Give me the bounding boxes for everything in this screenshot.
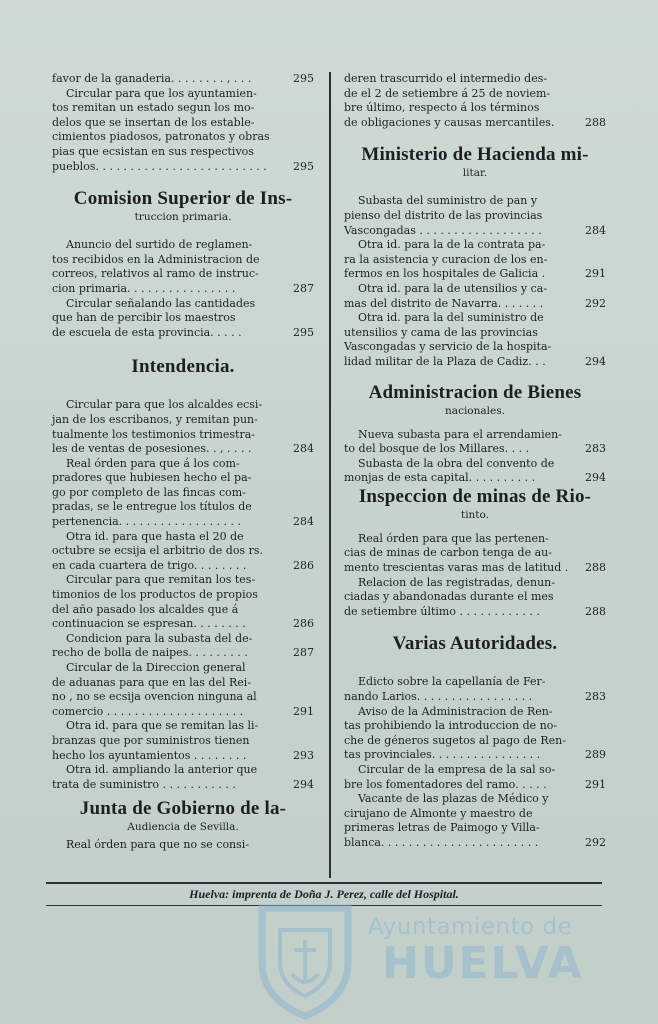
index-entry <box>344 72 606 130</box>
entry-text: favor de la ganaderia. . . . . . . . , . . . <box>52 72 252 85</box>
entry-text: Real órden para que no se consi- <box>66 838 250 852</box>
entry-text: Otra id. ampliando la anterior que trata de suministro . . . . . . . . . . . <box>52 763 258 791</box>
index-entry <box>52 719 314 763</box>
entry-page-number: 286 <box>293 617 314 631</box>
entry-page-number: 287 <box>293 281 314 295</box>
entry-text: Circular de la Direccion general de aduanas para que en las del Rei- no , no se ecsija ovencion ninguna al comercio . . . . . . . . . . . . . . . . . . . . <box>52 661 257 718</box>
index-entry <box>52 530 314 574</box>
entry-text: Circular de la empresa de la sal so- bre los fomentadores del ramo. . . . . <box>344 763 556 791</box>
left-column <box>52 72 314 853</box>
index-entry <box>344 428 606 457</box>
index-entry <box>52 838 314 853</box>
index-entry <box>344 705 606 763</box>
entry-text: Condicion para la subasta del de- recho de bolla de naipes. . . . . . . . . <box>52 631 253 660</box>
index-entry <box>52 632 314 661</box>
entry-page-number: 289 <box>585 748 606 762</box>
footer-rule <box>46 882 602 884</box>
entry-text: Relacion de las registradas, denun- ciadas y abandonadas durante el mes de setiembre último . . . . . . . . . . . . <box>344 575 555 618</box>
index-entry <box>344 311 606 369</box>
entry-page-number: 284 <box>585 223 606 237</box>
entry-page-number: 291 <box>585 777 606 791</box>
watermark-line1: Ayuntamiento de <box>368 914 573 940</box>
entry-text: Aviso de la Administracion de Ren- tas prohibiendo la introduccion de no- che de géneros sugetos al pago de Ren- tas provinciales. . . . . . . . . . . . . . . . <box>344 704 566 762</box>
entry-page-number: 288 <box>585 115 606 129</box>
entry-page-number: 283 <box>585 690 606 704</box>
entry-text: Anuncio del surtido de reglamen- tos recibidos en la Administracion de correos, relativos al ramo de instruc- cion primaria. . . . . . . . . . . . . . . . <box>52 238 260 295</box>
index-entry <box>344 792 606 850</box>
entry-page-number: 284 <box>293 515 314 529</box>
index-entry <box>52 297 314 341</box>
section-title-hacienda: Ministerio de Hacienda mi- <box>361 144 589 166</box>
entry-text: Nueva subasta para el arrendamien- to del bosque de los Millares. . . . <box>344 427 562 456</box>
entry-page-number: 286 <box>293 558 314 572</box>
section-subtitle: tinto. <box>460 508 490 521</box>
entry-page-number: 288 <box>585 604 606 618</box>
entry-text: Otra id. para que se remitan las li- branzas que por suministros tienen hecho los ayuntamientos . . . . . . . . <box>52 719 259 762</box>
index-entry <box>344 282 606 311</box>
section-subtitle: Audiencia de Sevilla. <box>127 821 239 834</box>
index-entry <box>52 661 314 719</box>
index-entry <box>344 238 606 282</box>
entry-text: Circular señalando las cantidades que han de percibir los maestros de escuela de esta provincia. . . . . <box>52 296 256 339</box>
index-entry <box>52 87 314 175</box>
right-column <box>344 72 606 851</box>
index-entry <box>52 457 314 530</box>
entry-text: Real órden para que á los com- pradores que hubiesen hecho el pa- go por completo de las fincas com- pradas, se le entregue los títulos de pertenencia. . . . . . . . . . . . . . . . . . <box>52 456 252 529</box>
index-entry <box>344 763 606 792</box>
index-entry <box>52 72 314 87</box>
entry-page-number: 291 <box>585 267 606 281</box>
entry-page-number: 294 <box>585 471 606 485</box>
coat-of-arms-icon <box>250 900 360 1020</box>
entry-page-number: 294 <box>585 354 606 368</box>
section-title-minas: Inspeccion de minas de Rio- <box>358 485 592 507</box>
entry-page-number: 293 <box>293 748 314 762</box>
entry-text: Circular para que los ayuntamien- tos remitan un estado segun los mo- delos que se insertan de los estable- cimientos piadosos, patronatos y obras pias que ecsistan en sus respectivos pueblos. . . . . . . . . . . . . . . . . . . . . . . . . <box>52 86 270 173</box>
section-title-comision: Comision Superior de Ins- <box>73 188 293 210</box>
section-title-bienes: Administracion de Bienes <box>368 381 582 403</box>
entry-page-number: 287 <box>293 646 314 660</box>
section-title-varias: Varias Autoridades. <box>392 633 558 655</box>
section-subtitle: nacionales. <box>445 404 505 417</box>
entry-text: deren trascurrido el intermedio des- de el 2 de setiembre á 25 de noviem- bre último, respecto á los términos de obligaciones y causas mercantiles. <box>344 72 555 129</box>
entry-text: Subasta de la obra del convento de monjas de esta capital. . . . . . . . . . <box>344 456 555 485</box>
entry-text: Circular para que remitan los tes- timonios de los productos de propios del año pasado los alcaldes que á continuacion se espresan. . . . . . . . <box>52 573 258 631</box>
section-title-junta: Junta de Gobierno de la- <box>79 798 287 820</box>
entry-page-number: 295 <box>293 159 314 173</box>
entry-text: Subasta del suministro de pan y pienso del distrito de las provincias Vascongadas . . . . . . . . . . . . . . . . . . <box>344 194 543 237</box>
column-divider <box>329 72 331 878</box>
entry-text: Vacante de las plazas de Médico y cirujano de Almonte y maestro de primeras letras de Paimogo y Villa- blanca. . . . . . . . . . . . . . . . . . . . . . . <box>344 792 549 849</box>
entry-page-number: 288 <box>585 561 606 575</box>
index-entry <box>52 763 314 792</box>
index-entry <box>344 194 606 238</box>
watermark-line2: HUELVA <box>382 938 584 989</box>
printer-imprint: Huelva: imprenta de Doña J. Perez, calle del Hospital. <box>189 887 459 901</box>
entry-page-number: 283 <box>585 442 606 456</box>
entry-page-number: 295 <box>293 72 314 85</box>
entry-text: Otra id. para que hasta el 20 de octubre se ecsija el arbitrio de dos rs. en cada cuartera de trigo. . . . . . . . <box>52 529 264 572</box>
index-entry <box>344 532 606 576</box>
section-title-intendencia: Intendencia. <box>131 356 235 378</box>
index-entry <box>52 573 314 631</box>
index-entry <box>52 238 314 296</box>
section-subtitle: litar. <box>462 167 488 180</box>
entry-page-number: 294 <box>293 777 314 791</box>
entry-text: Otra id. para la de la contrata pa- ra la asistencia y curacion de los en- fermos en los hospitales de Galicia . <box>344 238 548 281</box>
entry-text: Otra id. para la de utensilios y ca- mas del distrito de Navarra. . . . . . . <box>344 281 548 310</box>
entry-page-number: 291 <box>293 704 314 718</box>
entry-page-number: 295 <box>293 325 314 339</box>
index-entry <box>344 576 606 620</box>
footer-rule <box>46 905 602 906</box>
entry-page-number: 292 <box>585 835 606 849</box>
entry-text: Edicto sobre la capellanía de Fer- nando Larios. . . . . . . . . . . . . . . . . <box>344 675 546 704</box>
entry-page-number: 284 <box>293 442 314 456</box>
index-entry <box>344 675 606 704</box>
entry-text: Otra id. para la del suministro de utensilios y cama de las provincias Vascongadas y servicio de la hospita- lidad militar de la Plaza de Cadiz. . . <box>344 311 552 368</box>
entry-text: Circular para que los alcaldes ecsi- jan de los escribanos, y remitan pun- tualmente los testimonios trimestra- les de ventas de posesiones. . , . . . . <box>52 398 263 456</box>
index-entry <box>52 398 314 456</box>
entry-page-number: 292 <box>585 296 606 310</box>
index-entry <box>344 457 606 486</box>
entry-text: Real órden para que las pertenen- cias de minas de carbon tenga de au- mento trescientas varas mas de latitud . <box>344 531 569 575</box>
section-subtitle: truccion primaria. <box>134 211 232 224</box>
watermark <box>250 900 630 1020</box>
